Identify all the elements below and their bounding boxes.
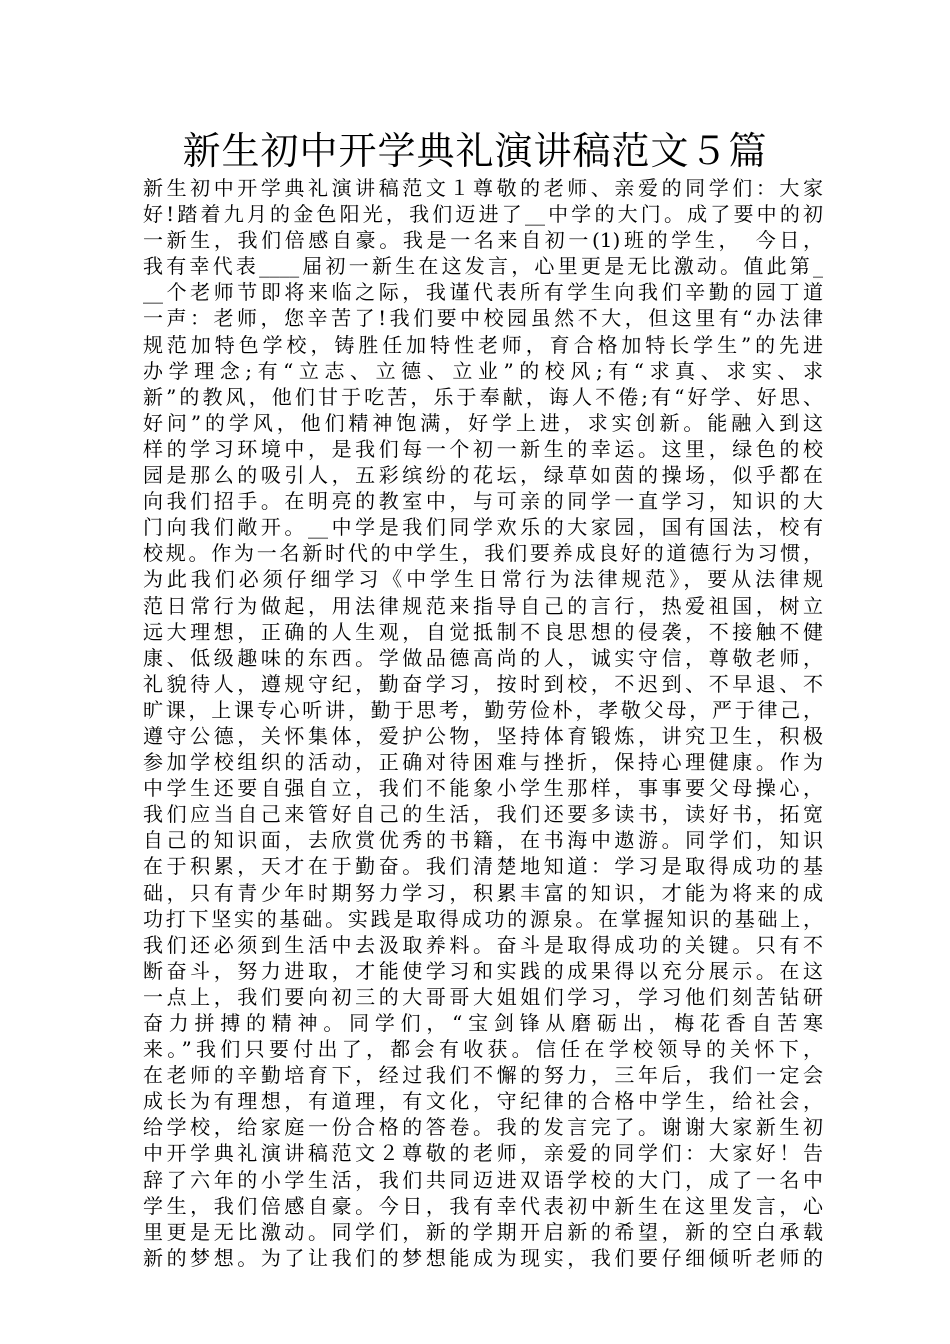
body-line: 一声：老师，您辛苦了!我们要中校园虽然不大，但这里有“办法律 (143, 306, 823, 331)
body-line: 自己的知识面，去欣赏优秀的书籍，在书海中遨游。同学们，知识 (143, 828, 823, 853)
body-line: 新生初中开学典礼演讲稿范文１尊敬的老师、亲爱的同学们：大家 (143, 176, 823, 200)
body-line: 好!踏着九月的金色阳光，我们迈进了__中学的大门。成了要中的初 (143, 202, 823, 227)
body-line: 遵守公德，关怀集体，爱护公物，坚持体育锻炼，讲究卫生，积极 (143, 723, 823, 748)
body-line: 办学理念;有“立志、立德、立业”的校风;有“求真、求实、求 (143, 358, 823, 383)
body-line: 新的梦想。为了让我们的梦想能成为现实，我们要仔细倾听老师的 (143, 1245, 823, 1270)
body-line: 我们还必须到生活中去汲取养料。奋斗是取得成功的关键。只有不 (143, 932, 823, 957)
body-line: 础，只有青少年时期努力学习，积累丰富的知识，才能为将来的成 (143, 880, 823, 905)
body-line: 中学生还要自强自立，我们不能象小学生那样，事事要父母操心， (143, 776, 823, 801)
body-line: __个老师节即将来临之际，我谨代表所有学生向我们辛勤的园丁道 (143, 280, 823, 305)
body-line: 旷课，上课专心听讲，勤于思考，勤劳俭朴，孝敬父母，严于律己， (143, 697, 823, 722)
body-line: 远大理想，正确的人生观，自觉抵制不良思想的侵袭，不接触不健 (143, 619, 823, 644)
body-line: 参加学校组织的活动，正确对待困难与挫折，保持心理健康。作为 (143, 750, 823, 775)
body-line: 功打下坚实的基础。实践是取得成功的源泉。在掌握知识的基础上， (143, 906, 823, 931)
body-line: 门向我们敞开。__中学是我们同学欢乐的大家园，国有国法，校有 (143, 515, 823, 540)
body-line: 为此我们必须仔细学习《中学生日常行为法律规范》，要从法律规 (143, 567, 823, 592)
body-line: 来。”我们只要付出了，都会有收获。信任在学校领导的关怀下， (143, 1037, 823, 1062)
document-title: 新生初中开学典礼演讲稿范文５篇 (182, 129, 768, 173)
body-line: 范日常行为做起，用法律规范来指导自己的言行，热爱祖国，树立 (143, 593, 823, 618)
body-line: 礼貌待人，遵规守纪，勤奋学习，按时到校，不迟到、不早退、不 (143, 671, 823, 696)
body-line: 规范加特色学校，铸胜任加特性老师，育合格加特长学生”的先进 (143, 332, 823, 357)
body-line: 成长为有理想，有道理，有文化，守纪律的合格中学生，给社会， (143, 1089, 823, 1114)
body-line: 园是那么的吸引人，五彩缤纷的花坛，绿草如茵的操场，似乎都在 (143, 463, 823, 488)
body-line: 断奋斗，努力进取，才能使学习和实践的成果得以充分展示。在这 (143, 958, 823, 983)
body-line: 好问”的学风，他们精神饱满，好学上进，求实创新。能融入到这 (143, 410, 823, 435)
body-line: 一新生，我们倍感自豪。我是一名来自初一(1)班的学生， 今日， (143, 228, 823, 253)
body-line: 向我们招手。在明亮的教室中，与可亲的同学一直学习，知识的大 (143, 489, 823, 514)
body-line: 在老师的辛勤培育下，经过我们不懈的努力，三年后，我们一定会 (143, 1063, 823, 1088)
body-line: 中开学典礼演讲稿范文２尊敬的老师，亲爱的同学们：大家好！告 (143, 1141, 823, 1166)
body-line: 校规。作为一名新时代的中学生，我们要养成良好的道德行为习惯， (143, 541, 823, 566)
document-body (143, 175, 823, 1271)
body-line: 奋力拼搏的精神。同学们，“宝剑锋从磨砺出，梅花香自苦寒 (143, 1011, 823, 1035)
body-line: 新”的教风，他们甘于吃苦，乐于奉献，诲人不倦;有“好学、好思、 (143, 384, 823, 409)
body-line: 样的学习环境中，是我们每一个初一新生的幸运。这里，绿色的校 (143, 436, 823, 461)
body-line: 给学校，给家庭一份合格的答卷。我的发言完了。谢谢大家新生初 (143, 1115, 823, 1140)
body-line: 在于积累，天才在于勤奋。我们清楚地知道：学习是取得成功的基 (143, 854, 823, 879)
body-line: 学生，我们倍感自豪。今日，我有幸代表初中新生在这里发言，心 (143, 1193, 823, 1218)
body-line: 辞了六年的小学生活，我们共同迈进双语学校的大门，成了一名中 (143, 1167, 823, 1192)
body-line: 我们应当自己来管好自己的生活，我们还要多读书，读好书，拓宽 (143, 802, 823, 827)
body-line: 里更是无比激动。同学们，新的学期开启新的希望，新的空白承载 (143, 1219, 823, 1244)
body-line: 一点上，我们要向初三的大哥哥大姐姐们学习，学习他们刻苦钻研 (143, 984, 823, 1009)
body-line: 康、低级趣味的东西。学做品德高尚的人，诚实守信，尊敬老师， (143, 645, 823, 670)
body-line: 我有幸代表____届初一新生在这发言，心里更是无比激动。值此第_ (143, 254, 823, 279)
